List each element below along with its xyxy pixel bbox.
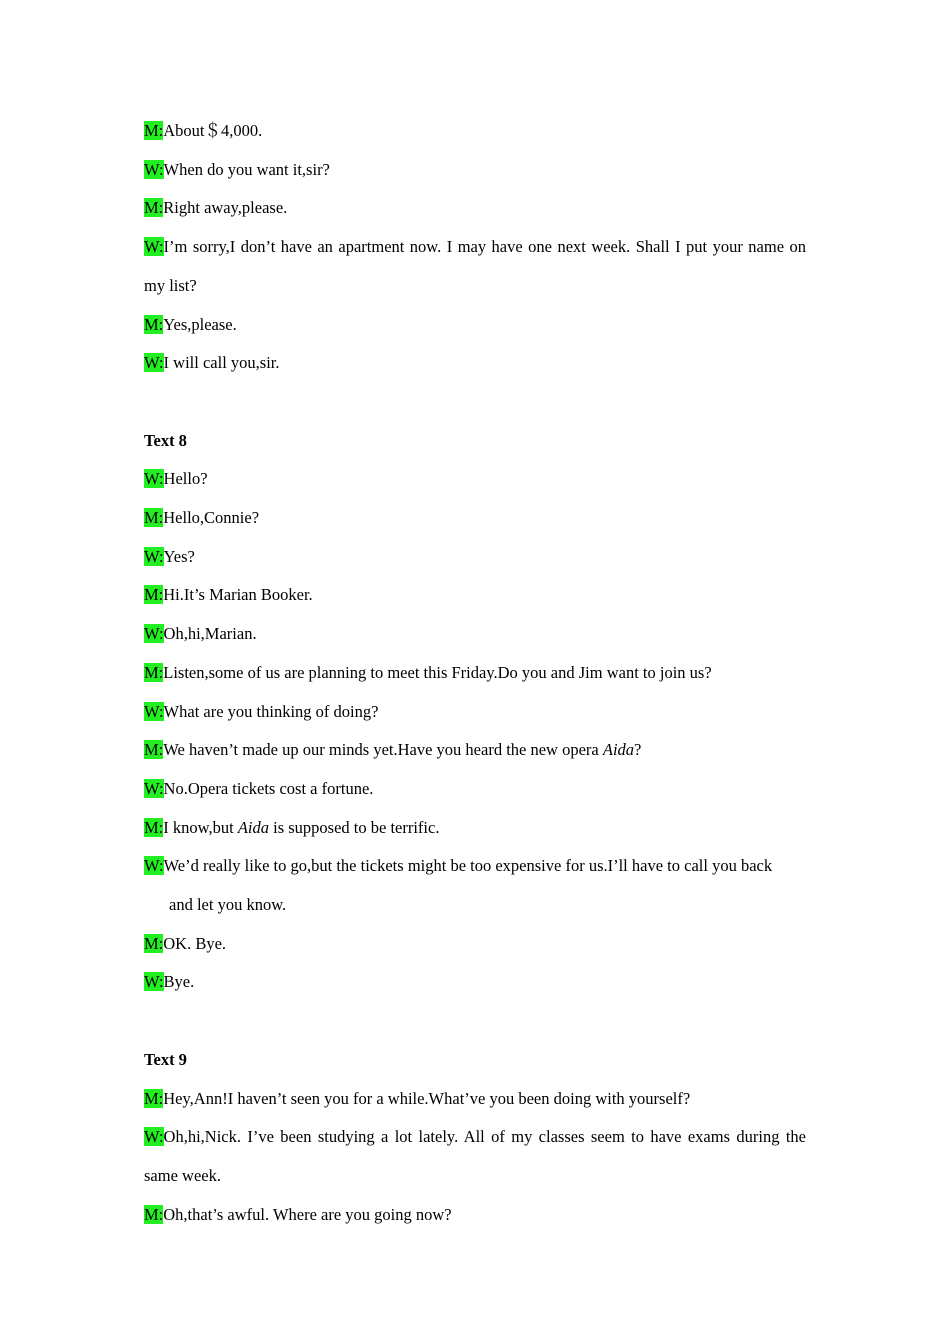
dialogue-text: About＄4,000. (163, 121, 263, 140)
dialogue-text: Hi.It’s Marian Booker. (163, 585, 313, 605)
dialogue-line (144, 306, 806, 345)
dialogue-text: Hello,Connie? (163, 508, 260, 528)
speaker-label: M: (144, 121, 164, 140)
speaker-label: M: (144, 1204, 164, 1224)
section-heading: Text 9 (144, 1049, 187, 1069)
dialogue-line (144, 963, 806, 1002)
speaker-label: M: (144, 662, 164, 682)
speaker-label: W: (144, 159, 164, 179)
section-spacer (144, 383, 806, 422)
dialogue-line (144, 654, 806, 693)
dialogue-line (144, 460, 806, 499)
dialogue-text: Oh,that’s awful. Where are you going now? (163, 1204, 452, 1224)
dialogue-text: Bye. (163, 972, 195, 992)
speaker-label: W: (144, 972, 164, 992)
speaker-label: W: (144, 469, 164, 489)
dialogue-text8 (144, 422, 806, 1003)
dialogue-text: Yes,please. (163, 314, 237, 334)
dialogue-line (144, 693, 806, 732)
speaker-label: W: (144, 546, 164, 566)
dialogue-text: When do you want it,sir? (163, 159, 330, 179)
dialogue-line (144, 1080, 806, 1119)
dialogue-line (144, 615, 806, 654)
dialogue-text: Oh,hi,Marian. (163, 624, 257, 644)
speaker-label: W: (144, 701, 164, 721)
opera-title: Aida (602, 740, 635, 760)
document-body (144, 112, 806, 1234)
dialogue-text-continued: and let you know. (169, 895, 287, 915)
speaker-label: M: (144, 198, 164, 218)
dialogue-line (144, 228, 806, 305)
dialogue-text: Right away,please. (163, 198, 288, 218)
speaker-label: W: (144, 856, 164, 876)
dialogue-line (144, 189, 806, 228)
section-heading: Text 8 (144, 430, 187, 450)
speaker-label: M: (144, 933, 164, 953)
opera-title: Aida (237, 817, 269, 837)
dialogue-line (144, 731, 806, 770)
dialogue-text: Listen,some of us are planning to meet this Friday.Do you and Jim want to join us? (163, 662, 712, 682)
speaker-label: M: (144, 1088, 164, 1108)
dialogue-prev (144, 112, 806, 383)
dialogue-text: I will call you,sir. (163, 353, 280, 373)
speaker-label: W: (144, 624, 164, 644)
dialogue-text: Hello? (163, 469, 208, 489)
dialogue-text: We’d really like to go,but the tickets might be too expensive for us.I’ll have to call you back (163, 856, 773, 876)
dialogue-line (144, 344, 806, 383)
dialogue-text: OK. Bye. (163, 933, 227, 953)
dialogue-text: I’m sorry,I don’t have an apartment now. I may have one next week. Shall I put your name on my list? (144, 237, 806, 295)
dialogue-text: Oh,hi,Nick. I’ve been studying a lot lately. All of my classes seem to have exams during the same week. (144, 1127, 806, 1185)
dialogue-text: Hey,Ann!I haven’t seen you for a while.What’ve you been doing with yourself? (163, 1088, 691, 1108)
dialogue-text: No.Opera tickets cost a fortune. (163, 778, 374, 798)
speaker-label: W: (144, 353, 164, 373)
speaker-label: M: (144, 817, 164, 837)
dialogue-text9 (144, 1041, 806, 1235)
speaker-label: W: (144, 778, 164, 798)
dialogue-text: We haven’t made up our minds yet.Have you heard the new opera (163, 740, 603, 760)
dialogue-line (144, 499, 806, 538)
speaker-label: W: (144, 1127, 164, 1147)
dialogue-line (144, 925, 806, 964)
dialogue-line (144, 112, 806, 151)
dialogue-line (144, 538, 806, 577)
speaker-label: M: (144, 585, 164, 605)
dialogue-line (144, 770, 806, 809)
dialogue-line (144, 151, 806, 190)
dialogue-line (144, 847, 806, 924)
dialogue-text: is supposed to be terrific. (269, 817, 440, 837)
speaker-label: W: (144, 237, 164, 257)
speaker-label: M: (144, 508, 164, 528)
dialogue-line (144, 576, 806, 615)
dialogue-line (144, 1118, 806, 1195)
section-spacer (144, 1002, 806, 1041)
dialogue-text: I know,but (163, 817, 238, 837)
dialogue-text: Yes? (163, 546, 195, 566)
speaker-label: M: (144, 314, 164, 334)
dialogue-line (144, 1196, 806, 1235)
speaker-label: M: (144, 740, 164, 760)
dialogue-text: ? (634, 740, 642, 760)
dialogue-text: What are you thinking of doing? (163, 701, 379, 721)
dialogue-line (144, 809, 806, 848)
